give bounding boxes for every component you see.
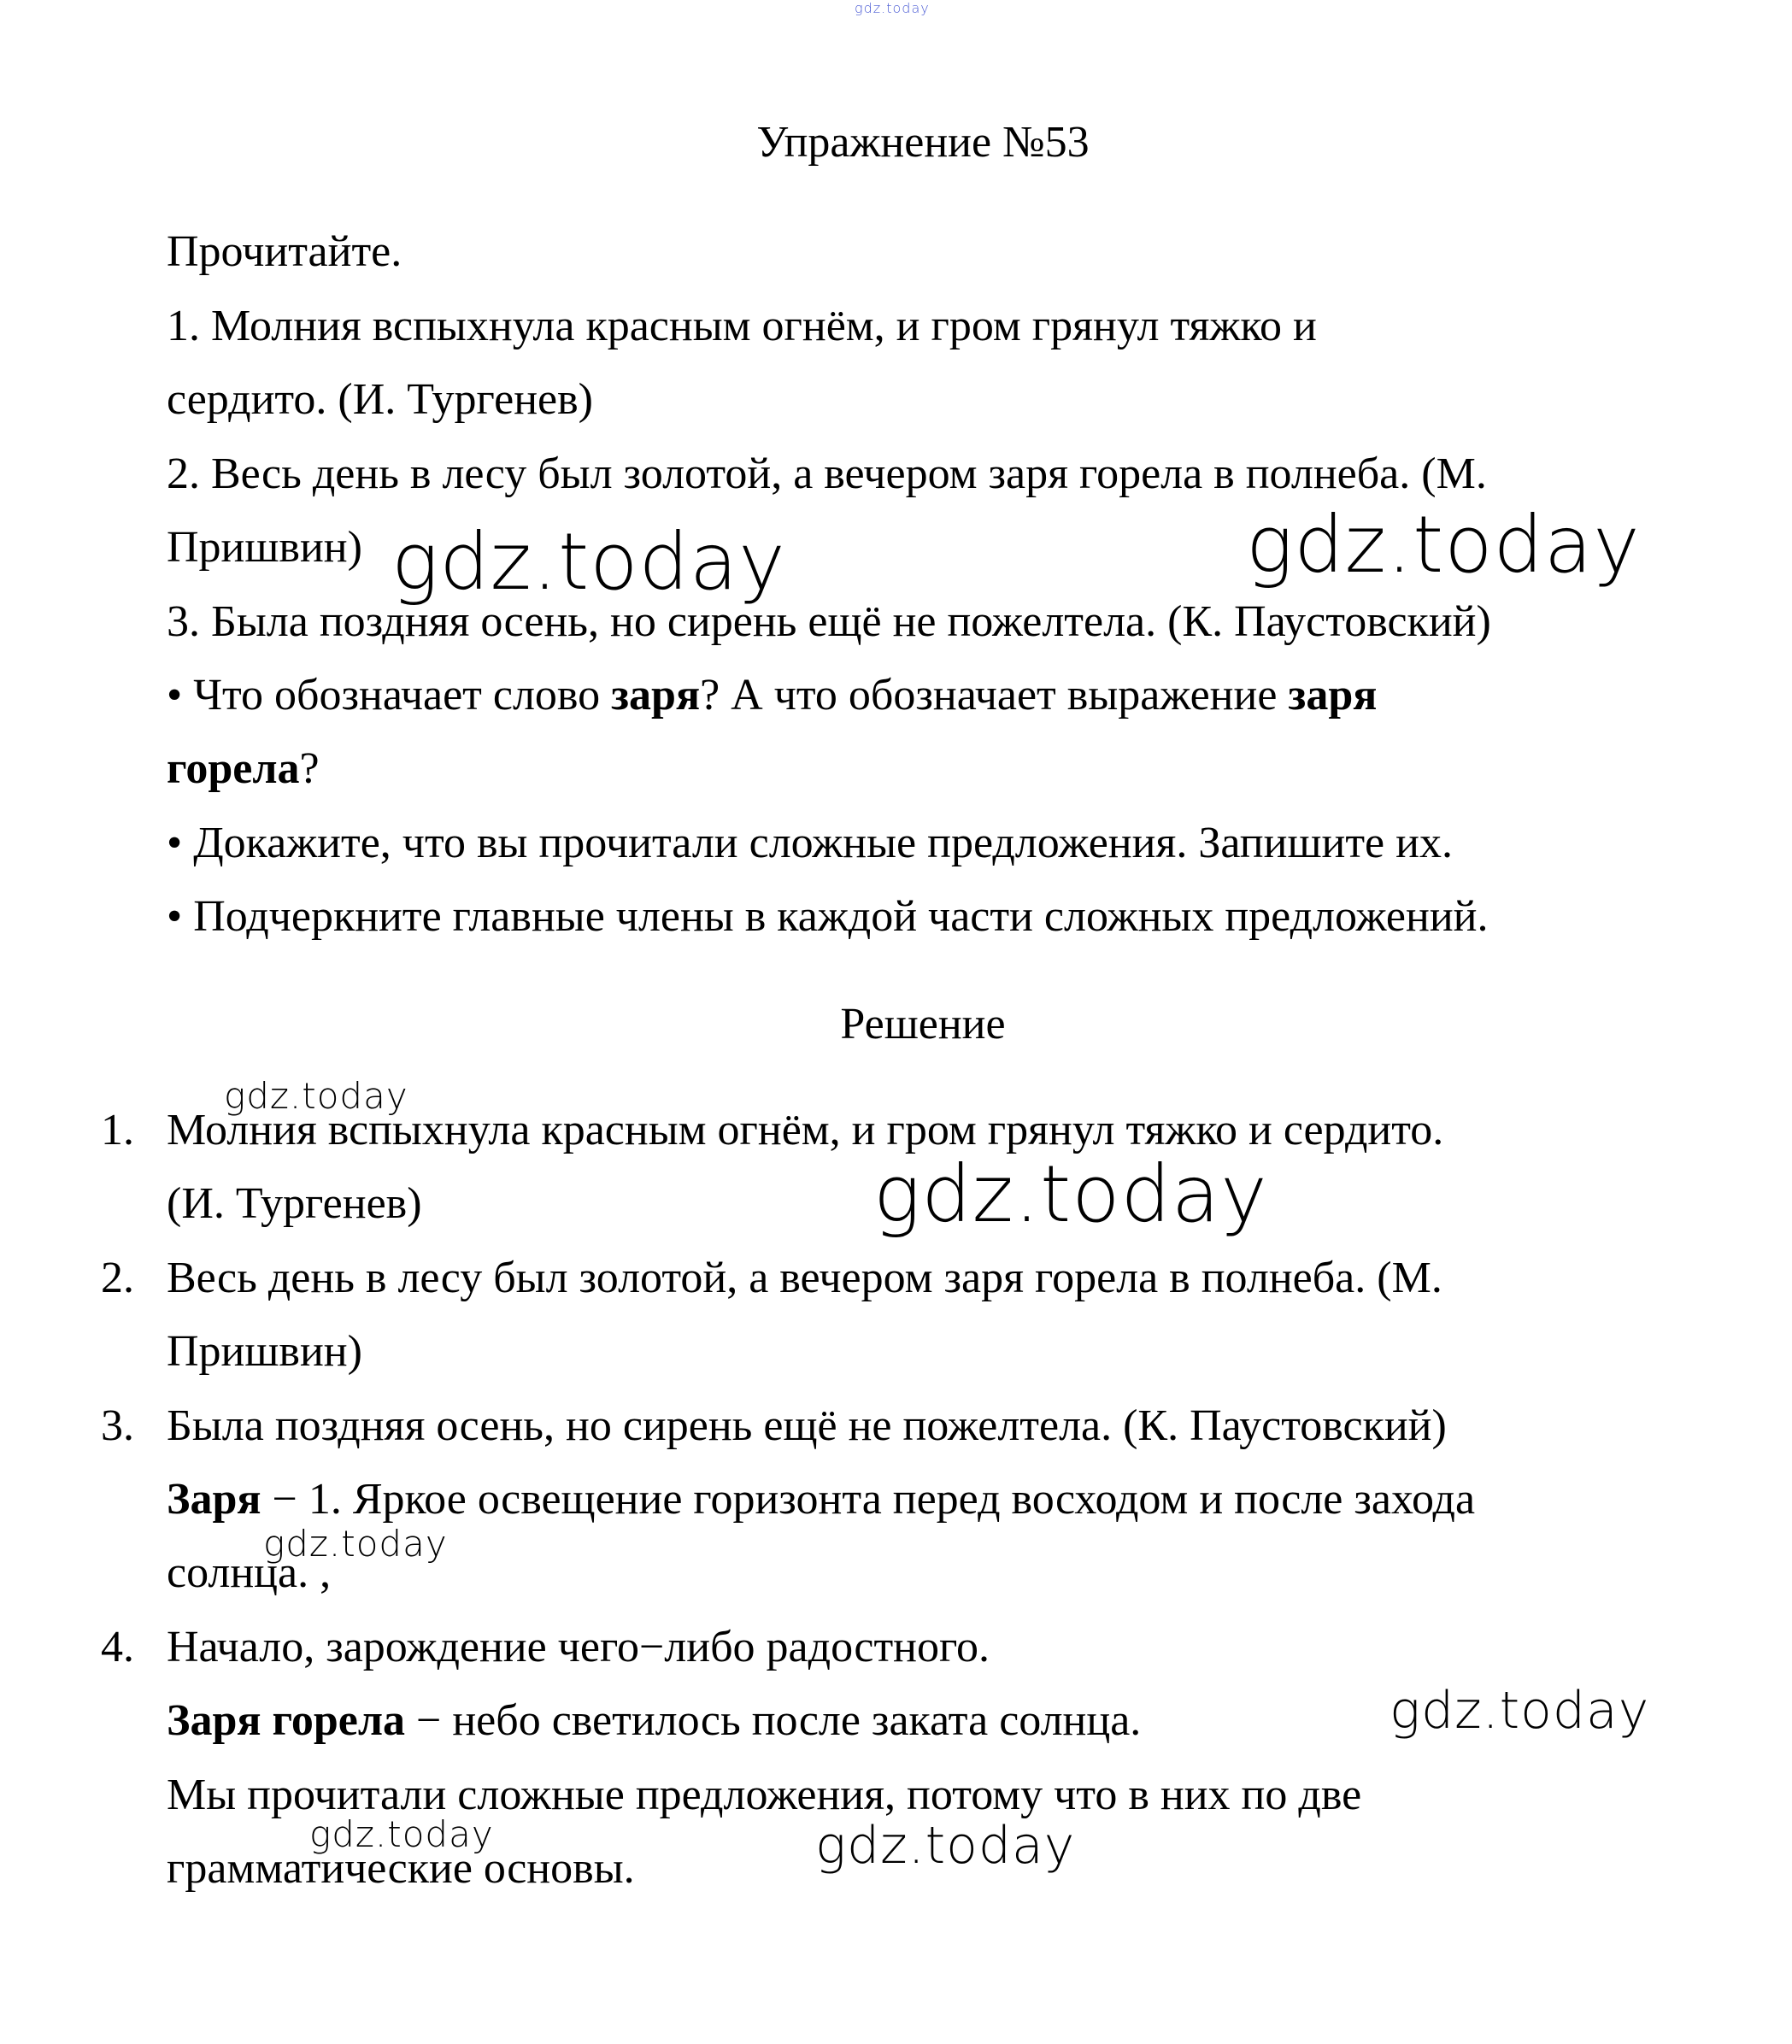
- solution-item-2-line-1: Весь день в лесу был золотой, а вечером заря горела в полнеба. (М.: [167, 1254, 1442, 1302]
- solution-item-number: 2.: [101, 1254, 134, 1302]
- task-intro: Прочитайте.: [167, 227, 402, 276]
- watermark: gdz.today: [309, 1813, 494, 1855]
- solution-item-4-line-1: Начало, зарождение чего−либо радостного.: [167, 1623, 990, 1671]
- conclusion-line-2: грамматические основы.: [167, 1844, 635, 1893]
- question-mark: ?: [299, 744, 320, 793]
- task-sentence-1-line-1: 1. Молния вспыхнула красным огнём, и гром грянул тяжко и: [167, 302, 1317, 350]
- term-gorela: горела: [167, 744, 300, 793]
- task-question-1-line-1: [167, 670, 1377, 721]
- term-zarya: Заря: [167, 1475, 261, 1524]
- definition-text: − небо светилось после заката солнца.: [405, 1696, 1142, 1745]
- solution-item-3-line-1: Была поздняя осень, но сирень ещё не пожелтела. (К. Паустовский): [167, 1401, 1447, 1450]
- solution-item-2-line-2: Пришвин): [167, 1327, 362, 1376]
- task-question-1-line-2: [167, 743, 320, 795]
- zarya-definition-line-1: [167, 1474, 1475, 1525]
- solution-heading: Решение: [840, 1000, 1006, 1048]
- watermark: gdz.today: [873, 1148, 1268, 1240]
- watermark: gdz.today: [1390, 1681, 1650, 1741]
- question-text: ? А что обозначает выражение: [700, 671, 1289, 720]
- term-zarya: заря: [611, 671, 701, 720]
- task-question-2: • Докажите, что вы прочитали сложные предложения. Запишите их.: [167, 819, 1453, 867]
- exercise-title: Упражнение №53: [756, 118, 1090, 167]
- task-sentence-1-line-2: сердито. (И. Тургенев): [167, 375, 593, 424]
- conclusion-line-1: Мы прочитали сложные предложения, потому что в них по две: [167, 1771, 1362, 1819]
- watermark: gdz.today: [815, 1816, 1076, 1876]
- solution-item-number: 4.: [101, 1623, 134, 1671]
- task-question-3: • Подчеркните главные члены в каждой части сложных предложений.: [167, 892, 1489, 941]
- task-sentence-2-line-2: Пришвин): [167, 523, 362, 572]
- watermark: gdz.today: [391, 516, 786, 608]
- question-text: • Что обозначает слово: [167, 671, 612, 720]
- term-zarya-gorela: Заря горела: [167, 1696, 405, 1745]
- solution-item-1-line-2: (И. Тургенев): [167, 1179, 422, 1228]
- watermark: gdz.today: [224, 1075, 408, 1117]
- solution-item-number: 1.: [101, 1106, 134, 1154]
- task-sentence-3: 3. Была поздняя осень, но сирень ещё не пожелтела. (К. Паустовский): [167, 597, 1491, 646]
- watermark: gdz.today: [1246, 499, 1641, 590]
- zarya-definition-line-2: солнца. ,: [167, 1548, 332, 1597]
- term-zarya: заря: [1288, 671, 1378, 720]
- task-sentence-2-line-1: 2. Весь день в лесу был золотой, а вечером заря горела в полнеба. (М.: [167, 449, 1487, 498]
- zarya-gorela-definition: [167, 1695, 1141, 1747]
- watermark-top: gdz.today: [855, 0, 930, 16]
- solution-item-1-line-1: Молния вспыхнула красным огнём, и гром грянул тяжко и сердито.: [167, 1106, 1444, 1154]
- solution-item-number: 3.: [101, 1401, 134, 1450]
- definition-text: − 1. Яркое освещение горизонта перед восходом и после захода: [261, 1475, 1476, 1524]
- watermark: gdz.today: [263, 1523, 448, 1565]
